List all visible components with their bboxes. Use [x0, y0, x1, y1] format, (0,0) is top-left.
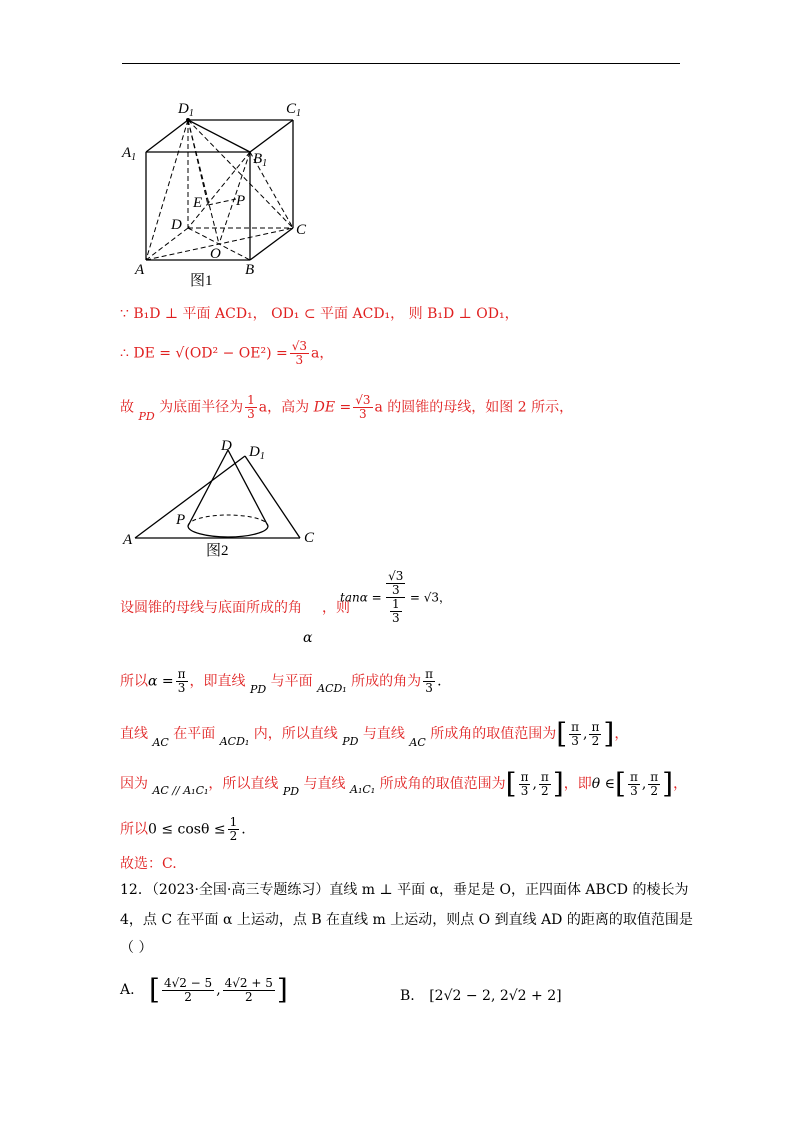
pt-a1: $A_1$ — [122, 145, 137, 163]
header-rule — [122, 63, 680, 64]
pt-c: C — [296, 222, 307, 238]
pt-b: B — [245, 262, 255, 278]
cone-pt-d1: $D_1$ — [249, 444, 265, 462]
tan-expression: tanα = $\frac{\frac{√3}{3}}{\frac{1}{3}}$ = √3， — [340, 569, 452, 625]
option-a[interactable]: A. [ $\frac{4√2 - 5}{2}$ , $\frac{4√2 + 5}{2}$ ] — [120, 973, 288, 1006]
alpha-symbol: α — [303, 630, 313, 646]
solution-line-3: 故 $_{PD}$ 为底面半径为 $\frac{1}{3}$ a，高为 DE = $\frac{√3}{3}$ a 的圆锥的母线，如图 2 所示， — [120, 393, 574, 423]
cone-pt-d: D — [221, 438, 232, 454]
solution-line-8: 所以0 ≤ cosθ ≤ $\frac{1}{2}$ . — [120, 815, 246, 843]
solution-line-1: ∵ B₁D ⊥ 平面 ACD₁， OD₁ ⊂ 平面 ACD₁， 则 B₁D ⊥ OD₁， — [120, 306, 519, 322]
pt-o: O — [210, 246, 221, 262]
pt-a: A — [135, 262, 145, 278]
pt-p: P — [236, 193, 246, 209]
question-12-line-1: 12．（2023·全国·高三专题练习）直线 m ⊥ 平面 α，垂足是 O，正四面体 ABCD 的棱长为 — [120, 882, 689, 898]
option-b[interactable]: B. [2√2 − 2, 2√2 + 2] — [400, 988, 562, 1004]
solution-line-5: 所以α = $\frac{\pi}{3}$ ，即直线 $_{PD}$ 与平面 $_{ACD_1}$ 所成的角为 $\frac{\pi}{3}$ . — [120, 667, 442, 696]
solution-line-7: 因为 $_{AC // A_1C_1}$，所以直线 $_{PD}$ 与直线 $_{A_1C_1}$ 所成角的取值范围为[ $\frac{\pi}{3}$ , $\frac{\pi}{2}$ ]，即θ ∈[ $\frac{\pi}{3}$ , $\frac{\pi}{2}$ ]， — [120, 767, 688, 800]
pt-c1: $C_1$ — [286, 101, 302, 119]
answer-line: 故选：C. — [120, 856, 177, 872]
solution-line-4: 设圆锥的母线与底面所成的角 ，则 — [120, 600, 350, 616]
solution-line-2: ∴ DE = √(OD² − OE²) = $\frac{√3}{3}$ a， — [120, 339, 334, 367]
cone-pt-p: P — [176, 512, 186, 528]
pt-b1: $B_1$ — [253, 151, 268, 169]
figure-1-label: 图1 — [190, 273, 213, 289]
question-12-line-3: （ ） — [120, 940, 153, 956]
cone-pt-a: A — [123, 532, 133, 548]
pt-d: D — [171, 217, 182, 233]
pt-e: E — [193, 195, 203, 211]
cone-pt-c: C — [304, 530, 315, 546]
figure-1-cube — [118, 95, 328, 295]
question-12-line-2: 4，点 C 在平面 α 上运动，点 B 在直线 m 上运动，则点 O 到直线 AD 的距离的取值范围是 — [120, 912, 693, 928]
pt-d1: $D_1$ — [178, 101, 194, 119]
figure-2-label: 图2 — [206, 543, 229, 559]
figure-2-cone — [120, 438, 330, 563]
solution-line-6: 直线 $_{AC}$ 在平面 $_{ACD_1}$ 内，所以直线 $_{PD}$ 与直线 $_{AC}$ 所成角的取值范围为[ $\frac{\pi}{3}$ , $\frac{\pi}{2}$ ]， — [120, 717, 629, 750]
